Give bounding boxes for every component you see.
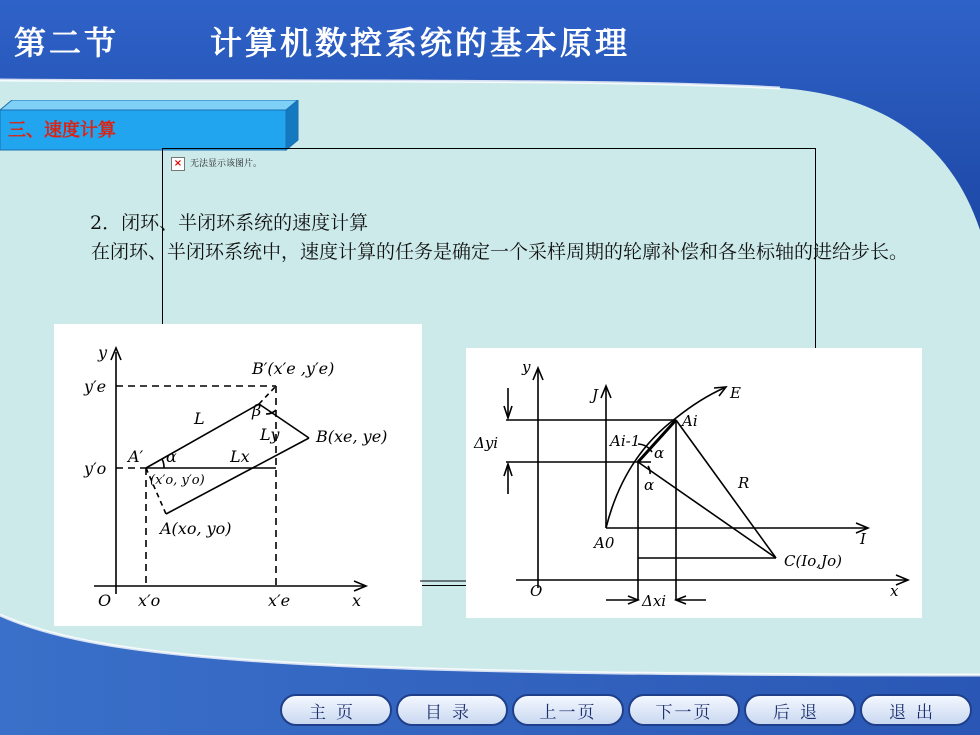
back-button[interactable]: 后退	[744, 694, 856, 726]
fig-left-y0-label: y′o	[84, 459, 107, 478]
content-paragraph: 在闭环、半闭环系统中，速度计算的任务是确定一个采样周期的轮廓补偿和各坐标轴的进给步长。	[91, 241, 909, 263]
content-heading: 2．闭环、半闭环系统的速度计算	[90, 212, 369, 234]
fig-right-A0-label: A0	[594, 534, 615, 552]
fig-right-J-label: J	[592, 386, 599, 404]
fig-left-apcoord-label: (x′o, y′o)	[150, 473, 205, 488]
fig-left-y-label: y	[98, 343, 108, 362]
fig-right-E-label: E	[730, 384, 741, 402]
fig-left-origin-label: O	[98, 591, 112, 610]
fig-right-C-label: C(Io,Jo)	[784, 552, 842, 570]
section-label: 三、速度计算	[8, 120, 116, 141]
fig-left-Ly-label: Ly	[260, 425, 280, 444]
page-title: 计算机数控系统的基本原理	[210, 24, 631, 62]
fig-left-b-label: B(xe, ye)	[316, 427, 388, 446]
fig-left-Lx-label: Lx	[230, 447, 250, 466]
fig-right-dy-label: Δyi	[474, 434, 499, 452]
fig-right-Ai-label: Ai	[682, 412, 698, 430]
exit-button[interactable]: 退出	[860, 694, 972, 726]
fig-left-ap-label: A′	[128, 447, 144, 466]
fig-left-a-label: A(xo, yo)	[160, 519, 232, 538]
broken-image-text: 无法显示该图片。	[190, 159, 263, 169]
fig-right-dx-label: Δxi	[642, 592, 667, 610]
fig-left-x0-label: x′o	[138, 591, 161, 610]
fig-right-x-label: x	[890, 582, 899, 600]
title-section: 第二节	[14, 24, 120, 62]
fig-right-I-label: I	[860, 530, 866, 548]
fig-left-x-label: x	[352, 591, 362, 610]
figure-right	[466, 348, 922, 618]
fig-right-origin-label: O	[530, 582, 543, 600]
fig-right-alpha2-label: α	[644, 476, 655, 494]
fig-right-alpha1-label: α	[654, 444, 665, 462]
title-bar	[0, 0, 980, 80]
fig-left-xe-label: x′e	[268, 591, 291, 610]
fig-right-Ai1-label: Ai-1	[610, 432, 641, 450]
connector-line	[420, 578, 470, 584]
fig-left-beta-label: β	[252, 401, 262, 420]
nav-bar	[280, 694, 972, 728]
home-button[interactable]: 主页	[280, 694, 392, 726]
toc-button[interactable]: 目录	[396, 694, 508, 726]
broken-image-icon: ×	[171, 157, 185, 171]
fig-left-bp-label: B′(x′e ,y′e)	[252, 359, 335, 378]
fig-right-y-label: y	[522, 358, 531, 376]
next-page-button[interactable]: 下一页	[628, 694, 740, 726]
fig-left-alpha-label: α	[166, 447, 177, 466]
fig-left-L-label: L	[194, 409, 205, 428]
fig-left-ye-label: y′e	[84, 377, 107, 396]
figure-left	[54, 324, 422, 626]
fig-right-R-label: R	[738, 474, 750, 492]
prev-page-button[interactable]: 上一页	[512, 694, 624, 726]
